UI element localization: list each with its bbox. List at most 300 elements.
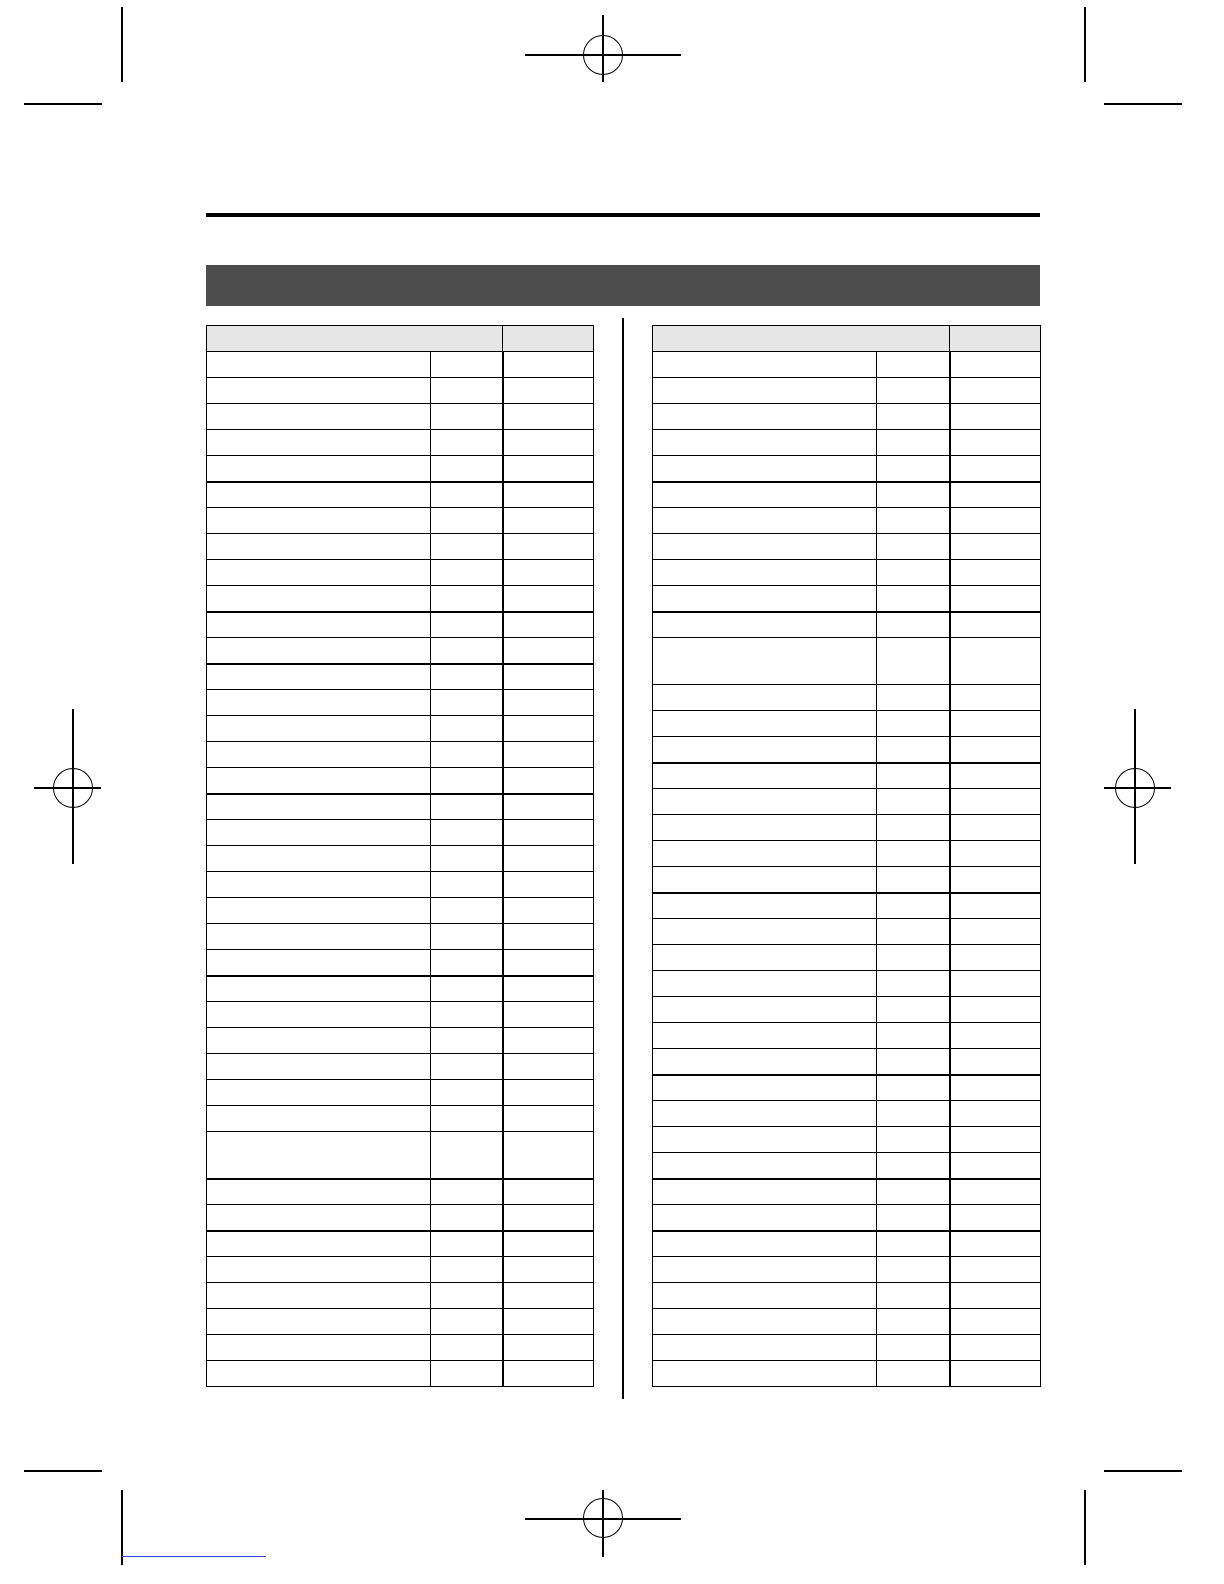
table-cell [503,872,594,898]
column-divider [622,318,624,1399]
table-row [653,430,1041,456]
table-cell [877,945,950,971]
table-header-row [653,326,1041,352]
table-cell [431,690,503,716]
table-cell [653,1309,877,1335]
table-cell [431,378,503,404]
table-cell [503,1361,594,1387]
table-row [207,950,594,976]
table-cell [207,404,431,430]
header-rule [206,213,1040,217]
table-cell [653,1101,877,1127]
table-cell [431,482,503,508]
table-row [207,820,594,846]
table-cell [877,508,950,534]
table-cell [653,378,877,404]
table-cell [950,1179,1041,1205]
table-cell [431,664,503,690]
table-cell [653,508,877,534]
table-row [653,1335,1041,1361]
table-cell [653,612,877,638]
table-cell [431,1231,503,1257]
table-cell [877,352,950,378]
table-cell [950,586,1041,612]
table-cell [431,1205,503,1231]
table-cell [653,867,877,893]
table-cell [950,789,1041,815]
table-cell [431,1106,503,1132]
table-cell [207,1283,431,1309]
table-cell [431,1080,503,1106]
table-cell [653,404,877,430]
table-row [653,482,1041,508]
table-row [653,997,1041,1023]
table-cell [877,1335,950,1361]
table-cell [431,1335,503,1361]
table-cell [503,456,594,482]
table-cell [950,815,1041,841]
table-cell [431,508,503,534]
table-cell [503,794,594,820]
table-cell [503,1309,594,1335]
table-cell [950,352,1041,378]
table-cell [207,1179,431,1205]
table-cell [950,1049,1041,1075]
table-cell [431,950,503,976]
table-row [653,1257,1041,1283]
table-cell [207,352,431,378]
table-cell [503,690,594,716]
table-cell [653,456,877,482]
table-cell [207,1361,431,1387]
table-row [207,716,594,742]
table-row [207,794,594,820]
table-row [653,378,1041,404]
table-cell [877,1153,950,1179]
table-cell [431,742,503,768]
table-cell [207,820,431,846]
table-row [207,534,594,560]
table-row [207,1132,594,1179]
table-cell [653,430,877,456]
table-cell [877,482,950,508]
table-cell [503,638,594,664]
table-cell [877,997,950,1023]
table-cell [877,1257,950,1283]
table-row [653,508,1041,534]
table-cell [950,893,1041,919]
table-cell [207,690,431,716]
table-cell [207,1080,431,1106]
table-cell [877,737,950,763]
table-row [207,456,594,482]
table-cell [877,685,950,711]
table-cell [950,1205,1041,1231]
right-table [652,325,1041,1387]
table-cell [950,612,1041,638]
table-cell [503,482,594,508]
table-cell [503,976,594,1002]
table-cell [950,711,1041,737]
table-cell [431,534,503,560]
table-cell [653,482,877,508]
table-cell [653,945,877,971]
table-row [207,976,594,1002]
table-cell [431,430,503,456]
table-row [653,789,1041,815]
table-row [207,430,594,456]
table-row [207,508,594,534]
table-row [207,690,594,716]
table-cell [653,685,877,711]
table-cell [207,378,431,404]
table-cell [653,1127,877,1153]
table-row [207,638,594,664]
table-cell [877,638,950,685]
table-row [653,945,1041,971]
table-cell [653,919,877,945]
table-row [653,711,1041,737]
table-row [207,560,594,586]
table-row [207,378,594,404]
table-cell [877,1179,950,1205]
table-cell [503,898,594,924]
table-cell [503,716,594,742]
table-cell [503,664,594,690]
table-cell [653,1335,877,1361]
table-cell [877,971,950,997]
table-cell [653,737,877,763]
table-cell [207,560,431,586]
table-row [207,924,594,950]
table-cell [503,1106,594,1132]
table-cell [653,789,877,815]
table-row [653,1309,1041,1335]
table-cell [877,1127,950,1153]
table-cell [431,1028,503,1054]
table-cell [877,534,950,560]
table-row [653,1205,1041,1231]
table-row [207,1309,594,1335]
table-cell [950,1127,1041,1153]
table-row [207,1361,594,1387]
table-cell [431,1309,503,1335]
table-cell [877,763,950,789]
table-cell [877,1023,950,1049]
table-row [207,404,594,430]
table-cell [503,1257,594,1283]
table-cell [877,1309,950,1335]
table-cell [207,1054,431,1080]
table-cell [503,846,594,872]
table-cell [431,1002,503,1028]
table-cell [653,1283,877,1309]
table-row [207,872,594,898]
table-cell [503,1231,594,1257]
table-cell [503,352,594,378]
table-row [207,612,594,638]
table-cell [207,664,431,690]
table-cell [431,924,503,950]
table-cell [207,898,431,924]
table-cell [207,1231,431,1257]
table-cell [653,711,877,737]
table-cell [503,508,594,534]
table-cell [877,1101,950,1127]
table-cell [207,924,431,950]
table-cell [877,404,950,430]
table-cell [950,685,1041,711]
table-header-row [207,326,594,352]
table-cell [207,976,431,1002]
table-cell [207,742,431,768]
table-cell [207,508,431,534]
table-row [653,456,1041,482]
table-row [653,1153,1041,1179]
table-cell [950,560,1041,586]
table-cell [653,763,877,789]
table-cell [207,430,431,456]
table-row [207,1054,594,1080]
table-row [653,867,1041,893]
table-cell [653,815,877,841]
table-cell [431,1283,503,1309]
table-cell [950,945,1041,971]
table-cell [653,1075,877,1101]
table-cell [207,716,431,742]
table-cell [207,1257,431,1283]
table-cell [431,638,503,664]
table-cell [877,612,950,638]
table-cell [503,768,594,794]
table-cell [431,1179,503,1205]
table-row [207,1257,594,1283]
table-cell [950,867,1041,893]
table-cell [653,1231,877,1257]
table-cell [431,456,503,482]
table-cell [877,378,950,404]
table-cell [503,1205,594,1231]
table-row [653,841,1041,867]
table-row [207,1179,594,1205]
table-cell [431,352,503,378]
table-cell [431,1361,503,1387]
table-cell [877,1205,950,1231]
table-cell [503,1080,594,1106]
table-cell [207,638,431,664]
table-cell [950,1283,1041,1309]
table-row [207,482,594,508]
table-cell [653,560,877,586]
table-cell [207,534,431,560]
table-cell [653,1361,877,1387]
table-cell [431,586,503,612]
table-cell [503,820,594,846]
table-cell [207,1335,431,1361]
table-row [653,737,1041,763]
table-cell [503,1054,594,1080]
table-cell [877,815,950,841]
table-cell [950,919,1041,945]
table-cell [950,534,1041,560]
table-cell [503,404,594,430]
table-cell [950,737,1041,763]
table-cell [431,1054,503,1080]
table-row [207,352,594,378]
table-cell [653,1049,877,1075]
table-cell [207,612,431,638]
table-cell [950,1257,1041,1283]
table-cell [950,763,1041,789]
table-cell [503,1335,594,1361]
table-row [653,1361,1041,1387]
table-cell [207,1002,431,1028]
table-cell [877,841,950,867]
table-cell [950,1309,1041,1335]
left-table [206,325,594,1387]
table-row [207,768,594,794]
table-cell [653,1179,877,1205]
table-cell [950,404,1041,430]
table-cell [653,352,877,378]
table-cell [207,872,431,898]
table-cell [207,950,431,976]
table-row [207,1335,594,1361]
table-row [653,560,1041,586]
table-cell [950,971,1041,997]
table-row [207,586,594,612]
table-cell [431,794,503,820]
table-cell [877,1361,950,1387]
table-row [653,404,1041,430]
table-cell [503,534,594,560]
table-row [653,1023,1041,1049]
table-cell [431,872,503,898]
table-cell [950,1023,1041,1049]
table-cell [503,1002,594,1028]
table-cell [431,404,503,430]
table-cell [653,971,877,997]
table-row [653,1075,1041,1101]
table-cell [950,482,1041,508]
table-row [207,1283,594,1309]
table-cell [503,560,594,586]
table-row [653,893,1041,919]
table-cell [503,1028,594,1054]
table-cell [877,711,950,737]
table-cell [653,534,877,560]
table-cell [503,612,594,638]
table-row [207,1231,594,1257]
table-row [207,1002,594,1028]
table-cell [431,820,503,846]
table-row [207,898,594,924]
header-cell-item [653,326,950,352]
table-row [653,1127,1041,1153]
table-cell [503,1179,594,1205]
table-cell [503,586,594,612]
table-row [207,1028,594,1054]
table-cell [877,919,950,945]
table-cell [950,508,1041,534]
table-cell [950,638,1041,685]
table-cell [950,997,1041,1023]
header-cell-item [207,326,503,352]
table-cell [431,898,503,924]
table-cell [503,378,594,404]
table-cell [503,1132,594,1179]
table-cell [207,456,431,482]
table-cell [431,560,503,586]
table-cell [950,841,1041,867]
table-cell [653,1257,877,1283]
table-cell [950,1153,1041,1179]
table-row [207,1080,594,1106]
table-cell [207,586,431,612]
table-cell [431,846,503,872]
table-cell [207,1028,431,1054]
table-row [653,919,1041,945]
section-banner [206,265,1040,306]
table-row [653,763,1041,789]
header-cell-value [503,326,594,352]
table-row [653,815,1041,841]
table-cell [431,1132,503,1179]
table-cell [877,430,950,456]
table-row [653,1049,1041,1075]
table-cell [877,456,950,482]
table-row [207,664,594,690]
table-row [653,586,1041,612]
table-cell [431,1257,503,1283]
table-cell [653,1153,877,1179]
table-row [653,1283,1041,1309]
table-cell [431,612,503,638]
table-cell [431,976,503,1002]
table-cell [207,1106,431,1132]
table-cell [653,841,877,867]
table-cell [503,1283,594,1309]
footer-link-underline[interactable] [122,1556,266,1557]
table-cell [877,893,950,919]
table-row [653,971,1041,997]
header-cell-value [950,326,1041,352]
table-cell [207,794,431,820]
table-cell [207,482,431,508]
table-cell [877,867,950,893]
table-cell [877,586,950,612]
table-cell [653,1205,877,1231]
table-row [653,1179,1041,1205]
table-cell [877,1075,950,1101]
table-row [653,1231,1041,1257]
table-row [207,846,594,872]
table-cell [950,456,1041,482]
table-row [653,352,1041,378]
table-cell [431,768,503,794]
table-cell [877,1283,950,1309]
table-row [653,685,1041,711]
table-cell [653,997,877,1023]
table-cell [950,1231,1041,1257]
table-row [653,534,1041,560]
table-cell [950,1361,1041,1387]
table-cell [207,846,431,872]
table-cell [431,716,503,742]
table-row [207,742,594,768]
table-cell [503,742,594,768]
table-cell [950,378,1041,404]
